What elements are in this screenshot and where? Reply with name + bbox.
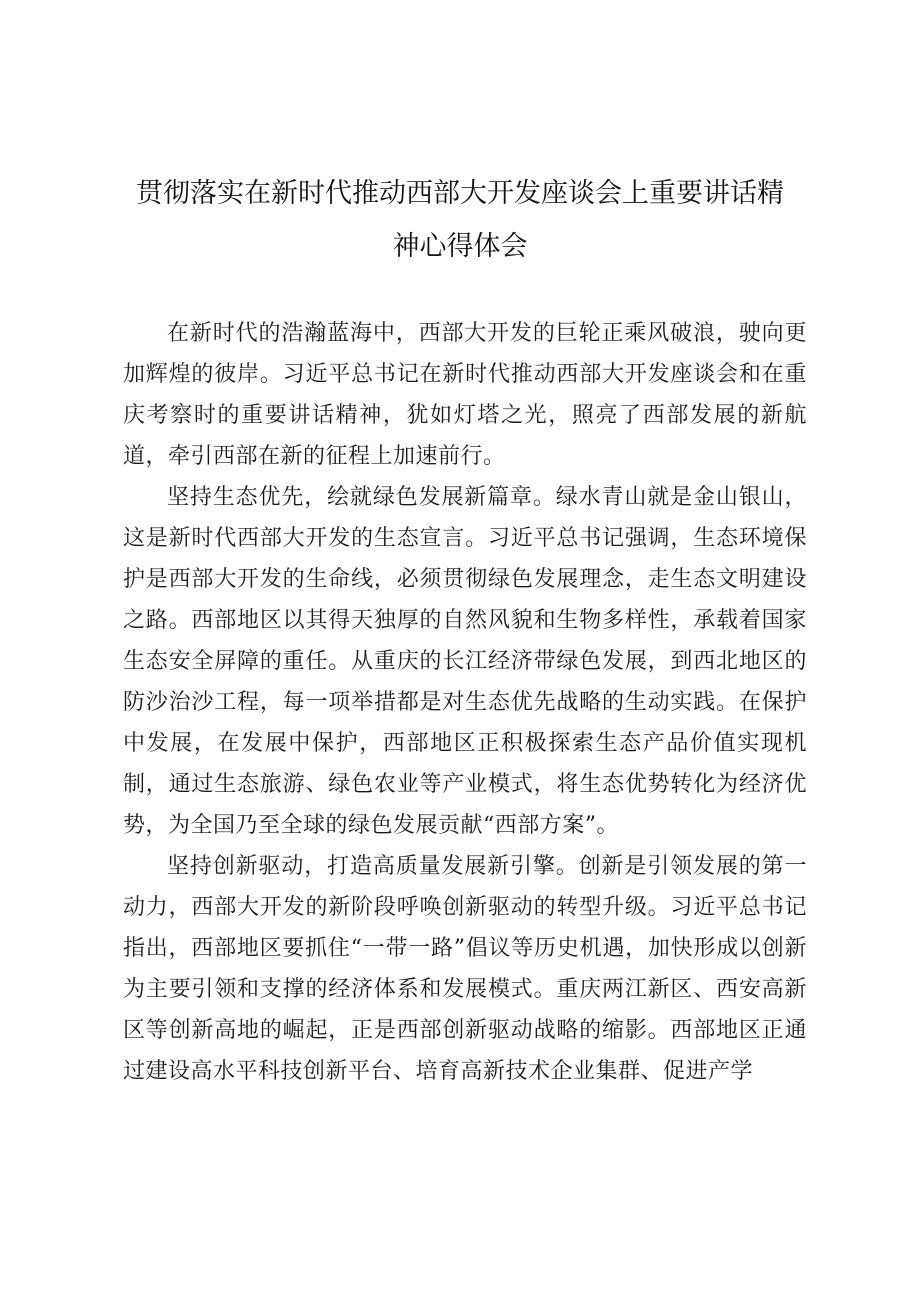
- title-line-1: 贯彻落实在新时代推动西部大开发座谈会上重要讲话精: [136, 178, 784, 209]
- document-body: [123, 313, 807, 1092]
- paragraph: 在新时代的浩瀚蓝海中，西部大开发的巨轮正乘风破浪，驶向更加辉煌的彼岸。习近平总书记在新时代推动西部大开发座谈会和在重庆考察时的重要讲话精神，犹如灯塔之光，照亮了西部发展的新航道，牵引西部在新的征程上加速前行。: [123, 321, 807, 469]
- title-line-2: 神心得体会: [392, 231, 528, 262]
- paragraph: 坚持创新驱动，打造高质量发展新引擎。创新是引领发展的第一动力，西部大开发的新阶段呼唤创新驱动的转型升级。习近平总书记指出，西部地区要抓住“一带一路”倡议等历史机遇，加快形成以创新为主要引领和支撑的经济体系和发展模式。重庆两江新区、西安高新区等创新高地的崛起，正是西部创新驱动战略的缩影。西部地区正通过建设高水平科技创新平台、培育高新技术企业集群、促进产学: [123, 854, 807, 1084]
- paragraph: 坚持生态优先，绘就绿色发展新篇章。绿水青山就是金山银山，这是新时代西部大开发的生态宣言。习近平总书记强调，生态环境保护是西部大开发的生命线，必须贯彻绿色发展理念，走生态文明建设之路。西部地区以其得天独厚的自然风貌和生物多样性，承载着国家生态安全屏障的重任。从重庆的长江经济带绿色发展，到西北地区的防沙治沙工程，每一项举措都是对生态优先战略的生动实践。在保护中发展，在发展中保护，西部地区正积极探索生态产品价值实现机制，通过生态旅游、绿色农业等产业模式，将生态优势转化为经济优势，为全国乃至全球的绿色发展贡献“西部方案”。: [123, 485, 807, 838]
- document-title: [110, 167, 810, 273]
